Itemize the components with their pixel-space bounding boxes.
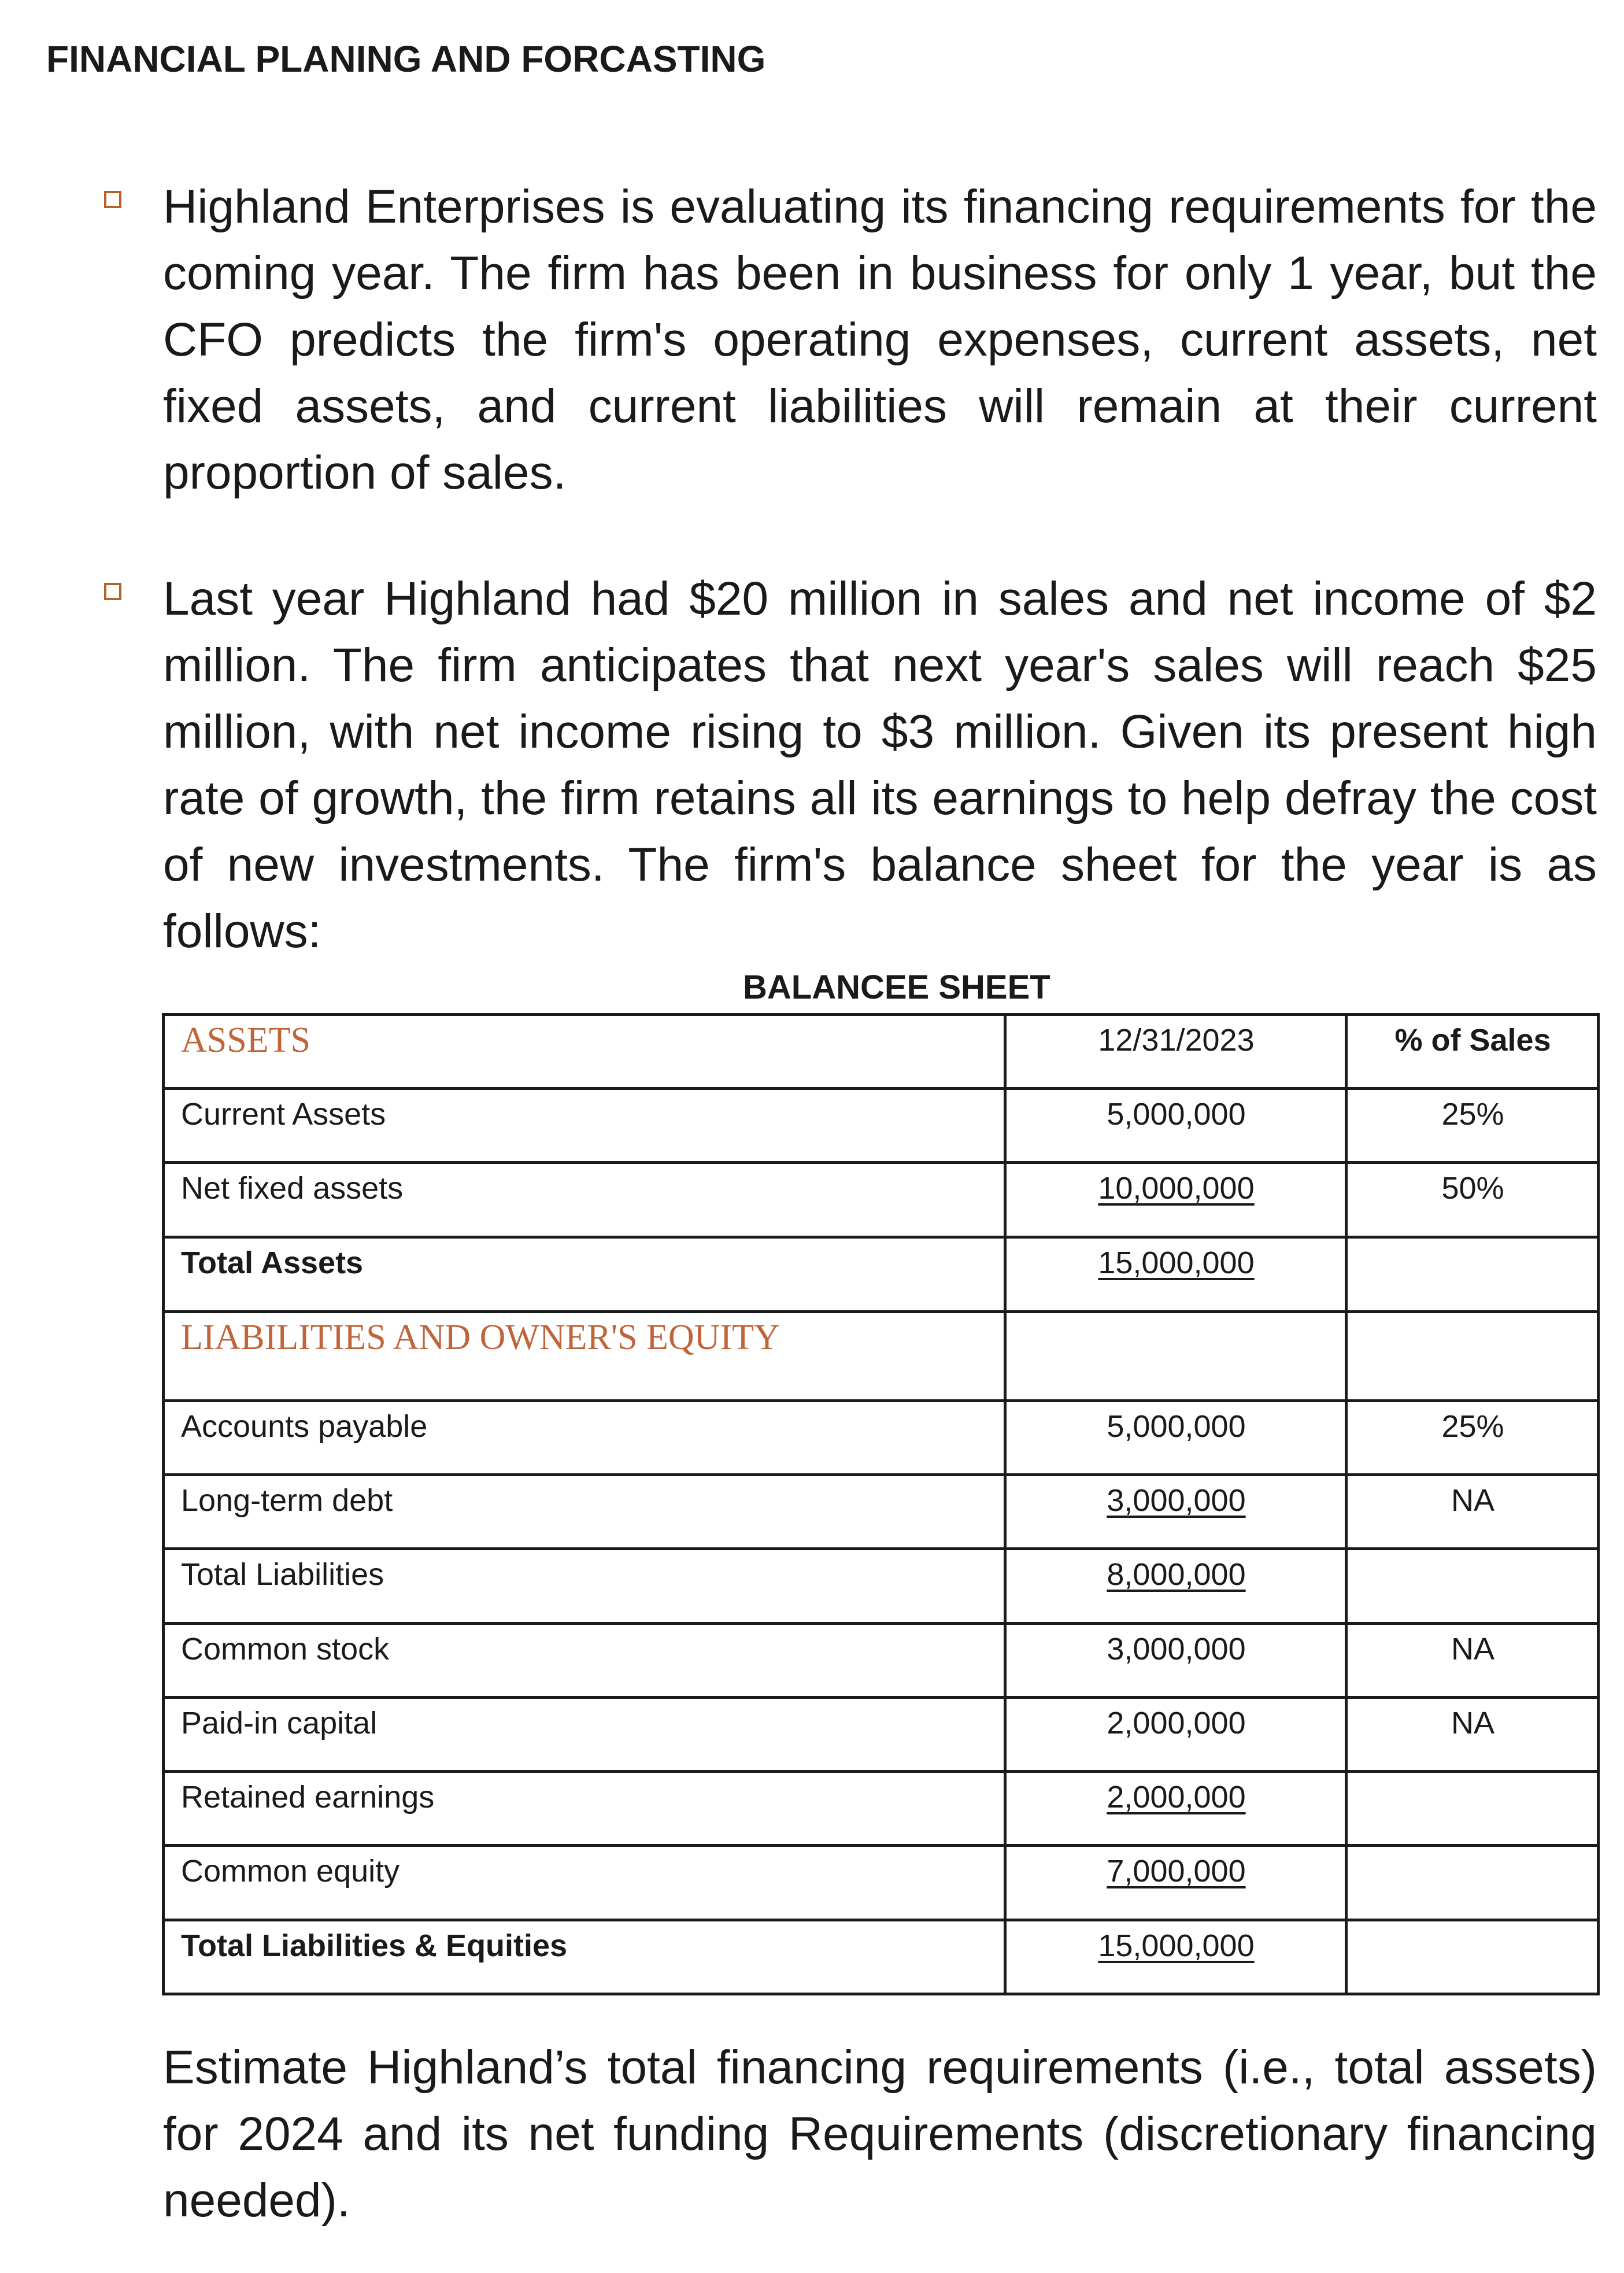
intro-paragraph: Highland Enterprises is evaluating its financing requirements for the coming year. The firm has been in business for only 1 year, but the CFO predicts the firm's operating expenses, current assets, net fixed assets, and current liabilities will remain at their current proportion of sales. xyxy=(163,180,1597,499)
row-pct: 50% xyxy=(1346,1163,1599,1237)
row-pct: NA xyxy=(1346,1624,1599,1698)
row-label: Total Assets xyxy=(164,1237,1005,1312)
row-value: 2,000,000 xyxy=(1005,1698,1346,1772)
row-value: 3,000,000 xyxy=(1005,1624,1346,1698)
row-value: 10,000,000 xyxy=(1005,1163,1346,1237)
row-label: Total Liabilities & Equities xyxy=(164,1920,1005,1994)
row-pct: 25% xyxy=(1346,1401,1599,1475)
table-row xyxy=(164,1401,1599,1475)
row-label: Common equity xyxy=(164,1846,1005,1920)
section-header-row xyxy=(164,1312,1599,1401)
table-row xyxy=(164,1089,1599,1163)
checkbox-bullet-icon xyxy=(104,191,121,208)
row-label: Current Assets xyxy=(164,1089,1005,1163)
row-pct xyxy=(1346,1846,1599,1920)
table-row xyxy=(164,1846,1599,1920)
row-pct xyxy=(1346,1920,1599,1994)
table-row xyxy=(164,1920,1599,1994)
balance-sheet-table xyxy=(162,1013,1600,1995)
assets-header: ASSETS xyxy=(164,1015,1005,1089)
page-title: FINANCIAL PLANING AND FORCASTING xyxy=(46,38,766,80)
table-row xyxy=(164,1549,1599,1624)
row-label: Accounts payable xyxy=(164,1401,1005,1475)
table-row xyxy=(164,1772,1599,1846)
row-value: 2,000,000 xyxy=(1005,1772,1346,1846)
row-label: Long-term debt xyxy=(164,1475,1005,1549)
row-pct xyxy=(1346,1312,1599,1401)
row-value: 5,000,000 xyxy=(1005,1401,1346,1475)
row-value: 8,000,000 xyxy=(1005,1549,1346,1624)
row-pct: NA xyxy=(1346,1698,1599,1772)
row-pct xyxy=(1346,1549,1599,1624)
table-row xyxy=(164,1163,1599,1237)
row-value xyxy=(1005,1312,1346,1401)
date-header: 12/31/2023 xyxy=(1005,1015,1346,1089)
row-label: Net fixed assets xyxy=(164,1163,1005,1237)
row-label: Common stock xyxy=(164,1624,1005,1698)
table-row xyxy=(164,1475,1599,1549)
table-row xyxy=(164,1624,1599,1698)
pct-of-sales-header: % of Sales xyxy=(1346,1015,1599,1089)
row-pct: 25% xyxy=(1346,1089,1599,1163)
row-pct: NA xyxy=(1346,1475,1599,1549)
details-paragraph: Last year Highland had $20 million in sales and net income of $2 million. The firm anticipates that next year's sales will reach $25 million, with net income rising to $3 million. Given its present high rate of growth, the firm retains all its earnings to help defray the cost of new investments. The firm's balance sheet for the year is as follows: xyxy=(163,572,1597,958)
row-label: Total Liabilities xyxy=(164,1549,1005,1624)
row-value: 15,000,000 xyxy=(1005,1920,1346,1994)
question-paragraph: Estimate Highland’s total financing requirements (i.e., total assets) for 2024 and its net funding Requirements (discretionary financing needed). xyxy=(163,2041,1597,2227)
row-value: 7,000,000 xyxy=(1005,1846,1346,1920)
checkbox-bullet-icon xyxy=(104,583,121,600)
balance-sheet-title: BALANCEE SHEET xyxy=(743,969,1050,1006)
table-header-row xyxy=(164,1015,1599,1089)
liabilities-section-header: LIABILITIES AND OWNER'S EQUITY xyxy=(164,1312,1005,1401)
row-value: 5,000,000 xyxy=(1005,1089,1346,1163)
row-value: 15,000,000 xyxy=(1005,1237,1346,1312)
row-value: 3,000,000 xyxy=(1005,1475,1346,1549)
row-label: Retained earnings xyxy=(164,1772,1005,1846)
row-pct xyxy=(1346,1772,1599,1846)
row-label: Paid-in capital xyxy=(164,1698,1005,1772)
row-pct xyxy=(1346,1237,1599,1312)
table-row xyxy=(164,1698,1599,1772)
table-row xyxy=(164,1237,1599,1312)
